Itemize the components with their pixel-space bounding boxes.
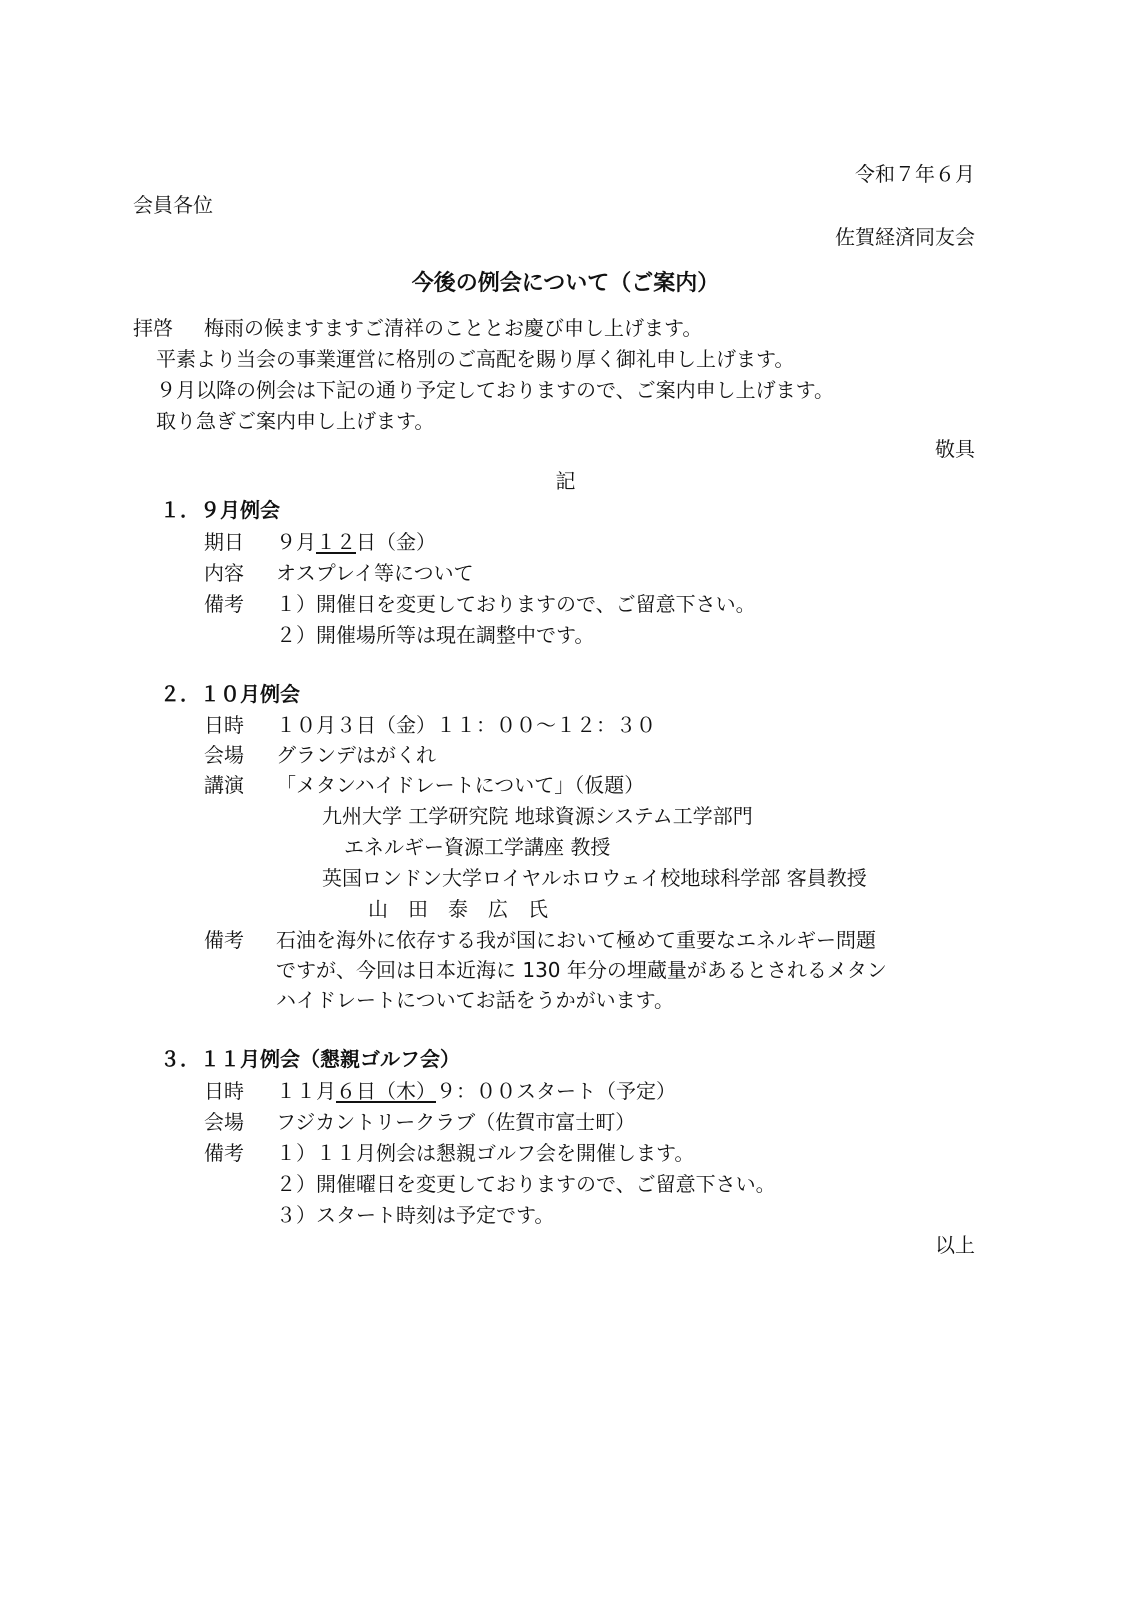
section-1-note-1: １）開催日を変更しておりますので、ご留意下さい。	[276, 592, 756, 616]
greeting-line-4: 取り急ぎご案内申し上げます。	[156, 409, 435, 433]
section-2-heading: ２．１０月例会	[160, 682, 300, 706]
section-1-note-2: ２）開催場所等は現在調整中です。	[276, 623, 595, 647]
section-2-speaker: 山 田 泰 広 氏	[368, 897, 548, 921]
section-2-affiliation-3: 英国ロンドン大学ロイヤルホロウェイ校地球科学部 客員教授	[322, 866, 867, 890]
page-title: 今後の例会について（ご案内）	[411, 271, 720, 296]
section-1-date-underlined: １２	[316, 530, 356, 554]
greeting-line-3: ９月以降の例会は下記の通り予定しておりますので、ご案内申し上げます。	[156, 378, 834, 402]
section-3-heading: ３．１１月例会（懇親ゴルフ会）	[160, 1047, 460, 1071]
section-1-date: ９月１２日（金）	[276, 530, 436, 554]
section-2-affiliation-2: エネルギー資源工学講座 教授	[344, 835, 611, 859]
section-3-notes-label: 備考	[204, 1141, 244, 1165]
section-2-note-line-1: 石油を海外に依存する我が国において極めて重要なエネルギー問題	[276, 928, 876, 952]
section-2-venue: グランデはがくれ	[276, 743, 436, 767]
recipient: 会員各位	[133, 193, 213, 217]
greeting-opening: 拝啓	[133, 316, 173, 340]
section-3-venue-label: 会場	[204, 1110, 244, 1134]
section-3-datetime-underlined: ６日（木）	[336, 1079, 436, 1103]
section-2-lecture-label: 講演	[204, 773, 244, 797]
section-3-datetime-label: 日時	[204, 1079, 244, 1103]
document-date: 令和７年６月	[855, 162, 975, 186]
section-2-affiliation-1: 九州大学 工学研究院 地球資源システム工学部門	[322, 804, 753, 828]
section-1-content: オスプレイ等について	[276, 561, 474, 585]
greeting-line-1: 梅雨の候ますますご清祥のこととお慶び申し上げます。	[204, 316, 703, 340]
section-2-note-line-2: ですが、今回は日本近海に 130 年分の埋蔵量があるとされるメタン	[276, 958, 887, 982]
section-3-datetime: １１月６日（木）９：００スタート（予定）	[276, 1079, 676, 1103]
section-3-note-2: ２）開催曜日を変更しておりますので、ご留意下さい。	[276, 1172, 776, 1196]
section-2-datetime: １０月３日（金）１１：００～１２：３０	[276, 713, 656, 737]
greeting-closing: 敬具	[935, 437, 975, 461]
section-1-notes-label: 備考	[204, 592, 244, 616]
sender-organization: 佐賀経済同友会	[835, 225, 975, 249]
section-2-lecture-title: 「メタンハイドレートについて」（仮題）	[276, 773, 645, 797]
section-3-venue: フジカントリークラブ（佐賀市富士町）	[276, 1110, 636, 1134]
ki-mark: 記	[555, 469, 576, 493]
section-1-content-label: 内容	[204, 561, 244, 585]
document-closing: 以上	[935, 1233, 975, 1257]
section-2-note-line-3: ハイドレートについてお話をうかがいます。	[276, 988, 674, 1012]
section-2-venue-label: 会場	[204, 743, 244, 767]
section-2-datetime-label: 日時	[204, 713, 244, 737]
section-3-note-3: ３）スタート時刻は予定です。	[276, 1203, 555, 1227]
section-3-note-1: １）１１月例会は懇親ゴルフ会を開催します。	[276, 1141, 695, 1165]
greeting-line-2: 平素より当会の事業運営に格別のご高配を賜り厚く御礼申し上げます。	[156, 347, 795, 371]
section-1-date-label: 期日	[204, 530, 244, 554]
section-2-notes-label: 備考	[204, 928, 244, 952]
section-1-heading: １．９月例会	[160, 498, 280, 522]
